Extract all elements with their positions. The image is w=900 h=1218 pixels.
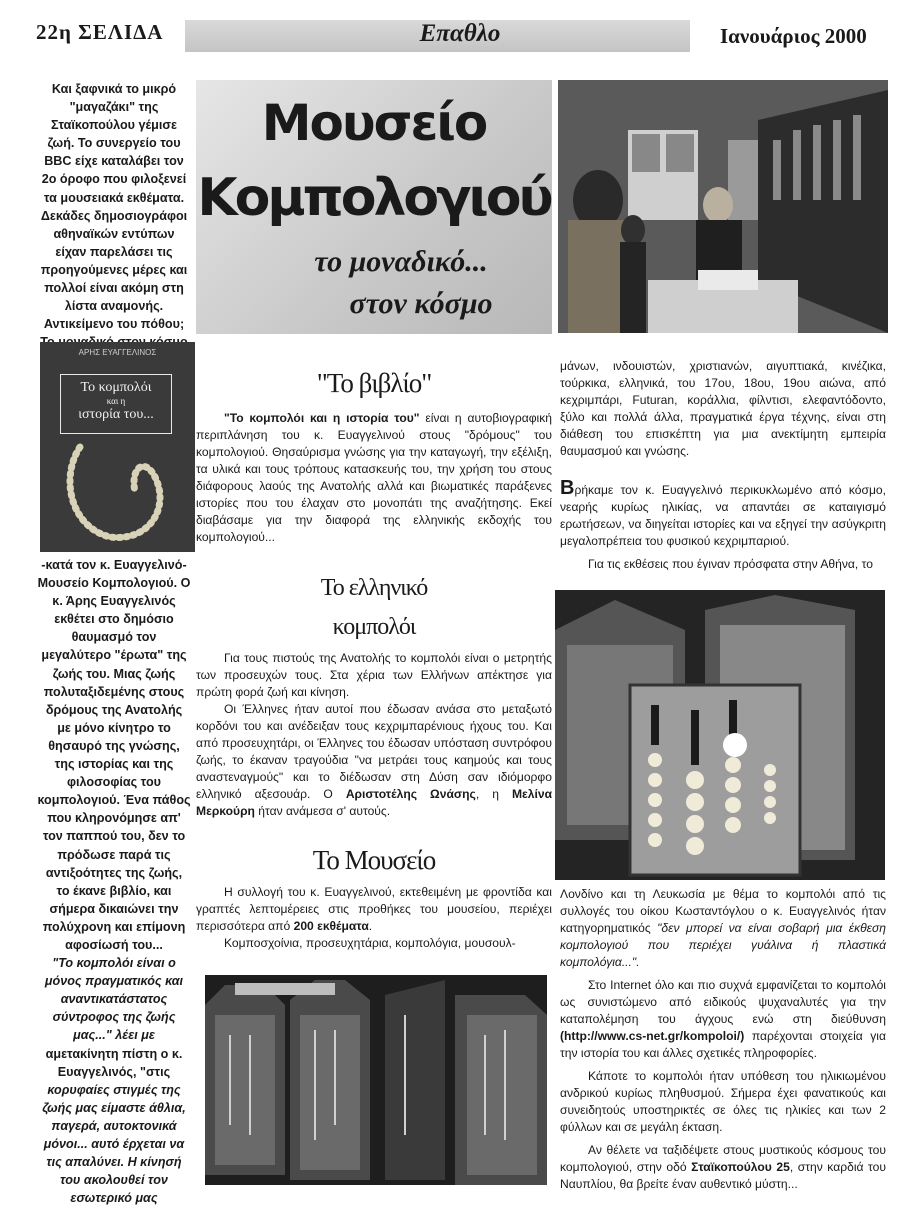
- text-line: με μόνο κίνητρο το: [57, 720, 171, 735]
- section-heading-book: "Το βιβλίο": [316, 368, 432, 398]
- text-line: Δεκάδες δημοσιογράφοι: [40, 208, 188, 223]
- museum-paragraph-1: [196, 884, 552, 935]
- right-text: ρήκαμε τον κ. Ευαγγελινό περικυκλωμένο από κόσμο, νεαρής κυρίως ηλικίας, να απαντάει σε καταιγισμό ερωτήσεων, να διηγείται ιστορίες και να εξηγεί την ασύγκριτη μεγαλοπρέπεια του φυσικού κεχριμπαριού.: [560, 483, 886, 548]
- right-paragraph-7: [560, 1142, 886, 1193]
- greek-text: Οι Έλληνες ήταν αυτοί που έδωσαν ανάσα στο μεταξωτό κορδόνι του και ανέδειξαν τους κεχριμπαρένιους ήχους του. Και από προσευχητάρι, οι Έλληνες του έδωσαν υπόσταση συντρόφου ζωής, το έκαναν τραγούδια "να μετράει τους καημούς και τους αναστεναγμούς" και το διέδωσαν στη Δύση σαν ιδιόμορφο ελληνικό αξεσουάρ. Ο: [196, 702, 552, 801]
- text-line: Σταϊκοπούλου γέμισε: [51, 118, 177, 133]
- right-text: Αν θέλετε να ταξιδέψετε στους μυστικούς κόσμους του κομπολογιού, στην οδό: [560, 1143, 886, 1174]
- text-line: αφοσίωσή του...: [65, 937, 163, 952]
- quote-line: μόνος πραγματικός και: [44, 974, 184, 989]
- text-line: πολυταξιδεμένης στους: [43, 684, 185, 699]
- text-line: εκθέτει στο δημόσιο: [54, 612, 174, 627]
- text-line: το έκανε βιβλίο, και: [56, 883, 172, 898]
- text-line: Αντικείμενο του πόθου;: [43, 317, 185, 332]
- text-line: θαυμασμό τον: [71, 630, 157, 645]
- right-paragraph-2: [560, 477, 886, 550]
- greek-text: , η: [475, 787, 512, 801]
- book-text: είναι η αυτοβιογραφική περιπλάνηση του κ. Ευαγγελινού στους "δρόμους" του κομπολογιού. Θησαύρισμα γνώσης για την καταγωγή, την εξέλιξη, τα υλικά και τους τρόπους κατασκευής του, την χρήση του στους διάφορους λαούς της Ανατολής αλλά και βιωματικές παράξενες ιστορίες που του έλαχαν στο μονοπάτι της αναζήτησης. Εκεί διαβάσαμε για την διαφορά της ελληνικής εκδοχής του κομπολογιού...: [196, 411, 552, 544]
- article-title-block: [196, 80, 552, 334]
- komboloi-exhibit-photo: [555, 590, 885, 880]
- text-line: τα μουσειακά εκθέματα.: [43, 190, 185, 205]
- museum-interior-illustration: [558, 80, 888, 333]
- text-line: BBC είχε καταλάβει τον: [44, 154, 184, 169]
- quote-line: μας..." λέει με: [73, 1028, 155, 1043]
- section-heading-greek-2: κομπολόι: [332, 614, 416, 640]
- text-line: ζωή. Το συνεργείο του: [47, 136, 181, 151]
- right-paragraph-6: Κάποτε το κομπολόι ήταν υπόθεση του ηλικιωμένου ανδρικού κυρίως πληθυσμού. Σήμερα έχει φανατικούς και συνειδητούς υποστηρικτές σε όλες τις ηλικίες και των 2 φύλλων και σε μεγάλη έκταση.: [560, 1069, 886, 1134]
- quote-line: μόνοι... αυτό έρχεται να: [43, 1137, 185, 1151]
- section-museum-body: [196, 884, 552, 952]
- text-line: αθηναϊκών εντύπων: [53, 226, 175, 241]
- quote-line: παγερά, αυτοκτονικά: [51, 1118, 177, 1133]
- text-line: κ. Άρης Ευαγγελινός: [52, 594, 176, 609]
- text-line: λίστα αναμονής.: [64, 299, 164, 314]
- text-line: σήμερα δικαιώνει την: [49, 901, 179, 916]
- onassis-name: Αριστοτέλης Ωνάσης: [345, 787, 476, 801]
- book-paragraph: [196, 410, 552, 546]
- quote-line: τις απαλύνει. Η κίνησή: [46, 1155, 182, 1170]
- title-line-2: Κομπολογιού: [197, 168, 551, 228]
- book-title-bold: "Το κομπολόι και η ιστορία του": [224, 411, 420, 425]
- subtitle-line-2: στον κόσμο: [349, 287, 493, 320]
- merkouri-name: Μελίνα Μερκούρη: [196, 787, 552, 818]
- museum-interior-photo: [558, 80, 888, 333]
- quote-line: "Το κομπολόι είναι ο: [52, 956, 176, 971]
- left-column-top: [36, 80, 192, 351]
- right-quote: "δεν μπορεί να είναι σοβαρή μια έκθεση κομπολογιού που περιέχει γυάλινα ή πλαστικά κομπολόγια...".: [560, 921, 886, 969]
- page-number: 22η ΣΕΛΙΔΑ: [36, 20, 164, 44]
- website-link[interactable]: (http://www.cs-net.gr/kompoloi/): [560, 1029, 745, 1043]
- text-line: τον παππού του, δεν το: [42, 829, 186, 844]
- text-line: που κληρονόμησε απ': [47, 811, 181, 826]
- greek-paragraph-2: [196, 701, 552, 820]
- quote-line: του ακολουθεί τον: [60, 1173, 168, 1188]
- museum-address: Σταϊκοπούλου 25: [691, 1160, 790, 1174]
- text-line: κομπολογιού. Ένα πάθος: [37, 793, 191, 808]
- right-paragraph-1: μάνων, ινδουιστών, χριστιανών, αιγυπτιακά, κινέζικα, τούρκικα, ελληνικά, του 17ου, 18ου, 19ου αιώνα, από κεχριμπάρι, Futuran, κοράλλια, φίλντισι, ελεφαντόδοντο, ξύλο και πολλά άλλα, πραγματικά έργα τέχνης, είναι στη διάθεση του επισκέπτη για μια ανεκτίμητη εμπειρία θαυμασμού και γνώσης.: [560, 359, 886, 458]
- text-line: ζωής του. Μιας ζωής: [52, 666, 176, 681]
- text-line: πολλοί είναι ακόμη στη: [44, 281, 184, 296]
- text-line: αντιξοότητες της ζωής,: [45, 865, 183, 880]
- text-line: "μαγαζάκι" της: [69, 100, 159, 115]
- greek-text: ήταν ανάμεσα σ' αυτούς.: [254, 804, 391, 818]
- text-line: θησαυρό της γνώσης,: [48, 738, 180, 753]
- right-column-bottom: [560, 886, 886, 1193]
- museum-text: .: [368, 919, 373, 933]
- text-line: -κατά τον κ. Ευαγγελινό-: [41, 558, 187, 572]
- text-line: 2ο όροφο που φιλοξενεί: [41, 172, 187, 187]
- text-line: της ιστορίας και της: [54, 757, 174, 772]
- display-cases-illustration: [205, 975, 547, 1185]
- text-line: μεγαλύτερο "έρωτα" της: [41, 648, 187, 663]
- text-line: είχαν παρελάσει τις: [55, 244, 173, 259]
- section-book-body: [196, 410, 552, 546]
- text-line: Μουσείο Κομπολογιού. Ο: [37, 576, 191, 591]
- quote-line: εσωτερικό μας: [70, 1191, 158, 1206]
- right-text: Στο Internet όλο και πιο συχνά εμφανίζεται το κομπολόι ως συνιστώμενο από ειδικούς ψυχαναλυτές για την καταπολέμηση του άγχους ενώ στη διεύθυνση: [560, 978, 886, 1026]
- right-text: παρέχονται στοιχεία για την ιστορία του και άλλες σχετικές πληροφορίες.: [560, 1029, 886, 1060]
- book-cover-image: [40, 342, 195, 552]
- section-heading-museum: Το Μουσείο: [312, 845, 436, 875]
- right-paragraph-3: Για τις εκθέσεις που έγιναν πρόσφατα στην Αθήνα, το: [588, 557, 873, 571]
- text-line: πολύχρονη και επίμονη: [42, 919, 186, 934]
- masthead: Επαθλο: [419, 20, 501, 47]
- right-column-top: [560, 358, 886, 573]
- text-line: αμετακίνητη πίστη ο κ.: [45, 1046, 183, 1061]
- book-author: ΑΡΗΣ ΕΥΑΓΓΕΛΙΝΟΣ: [78, 348, 157, 357]
- right-text: , στην καρδιά του Ναυπλίου, θα βρείτε έναν αυθεντικό μύστη...: [560, 1160, 886, 1191]
- museum-text: Η συλλογή του κ. Ευαγγελινού, εκτεθειμένη με φροντίδα και γραπτές λεπτομέρειες στις προθήκες του μουσείου, περιέχει περισσότερα από: [196, 885, 552, 933]
- text-line: Ευαγγελινός, "στις: [57, 1064, 171, 1079]
- book-title-line: και η: [106, 396, 126, 406]
- right-text: Λονδίνο και τη Λευκωσία με θέμα το κομπολόι από τις συλλογές του οίκου Κωσταντόγλου ο κ. Ευαγγελινός ήταν κατηγορηματικός: [560, 887, 886, 935]
- greek-paragraph-1: Για τους πιστούς της Ανατολής το κομπολόι είναι ο μετρητής των προσευχών τους. Στα χέρια των Ελλήνων απέκτησε για πρώτη φορά ζωή και κίνηση.: [196, 651, 552, 699]
- section-greek-body: [196, 650, 552, 820]
- komboloi-beads-graphic: [40, 437, 195, 552]
- text-line: πρόδωσε παρά τις: [57, 847, 171, 862]
- komboloi-exhibit-illustration: [555, 590, 885, 880]
- quote-line: ζωής μας είμαστε άθλια,: [42, 1100, 186, 1115]
- book-title-frame: [60, 374, 172, 434]
- issue-date: Ιανουάριος 2000: [720, 24, 867, 48]
- display-cases-photo: [205, 975, 547, 1185]
- text-line: Και ξαφνικά το μικρό: [51, 82, 177, 96]
- quote-line: αναντικατάστατος: [60, 992, 168, 1007]
- book-title-line: ιστορία του...: [78, 407, 154, 422]
- title-line-1: Μουσείο: [261, 94, 487, 152]
- subtitle-line-1: το μοναδικό...: [314, 245, 488, 278]
- quote-line: σύντροφος της ζωής: [52, 1010, 176, 1025]
- text-line: προηγούμενες μέρες και: [40, 262, 188, 277]
- left-column-bottom: [36, 556, 192, 1207]
- exhibits-count: 200 εκθέματα: [293, 919, 369, 933]
- section-heading-greek-1: Το ελληνικό: [320, 575, 428, 601]
- drop-cap: Β: [560, 477, 575, 499]
- book-title-line: Το κομπολόι: [80, 380, 152, 395]
- right-paragraph-4: [560, 886, 886, 971]
- text-line: δρόμους της Ανατολής: [45, 702, 183, 717]
- text-line: φιλοσοφίας του: [67, 775, 161, 790]
- quote-line: κορυφαίες στιγμές της: [47, 1082, 181, 1097]
- museum-paragraph-2: Κομποσχοίνια, προσευχητάρια, κομπολόγια, μουσουλ-: [224, 936, 516, 950]
- right-paragraph-5: [560, 977, 886, 1062]
